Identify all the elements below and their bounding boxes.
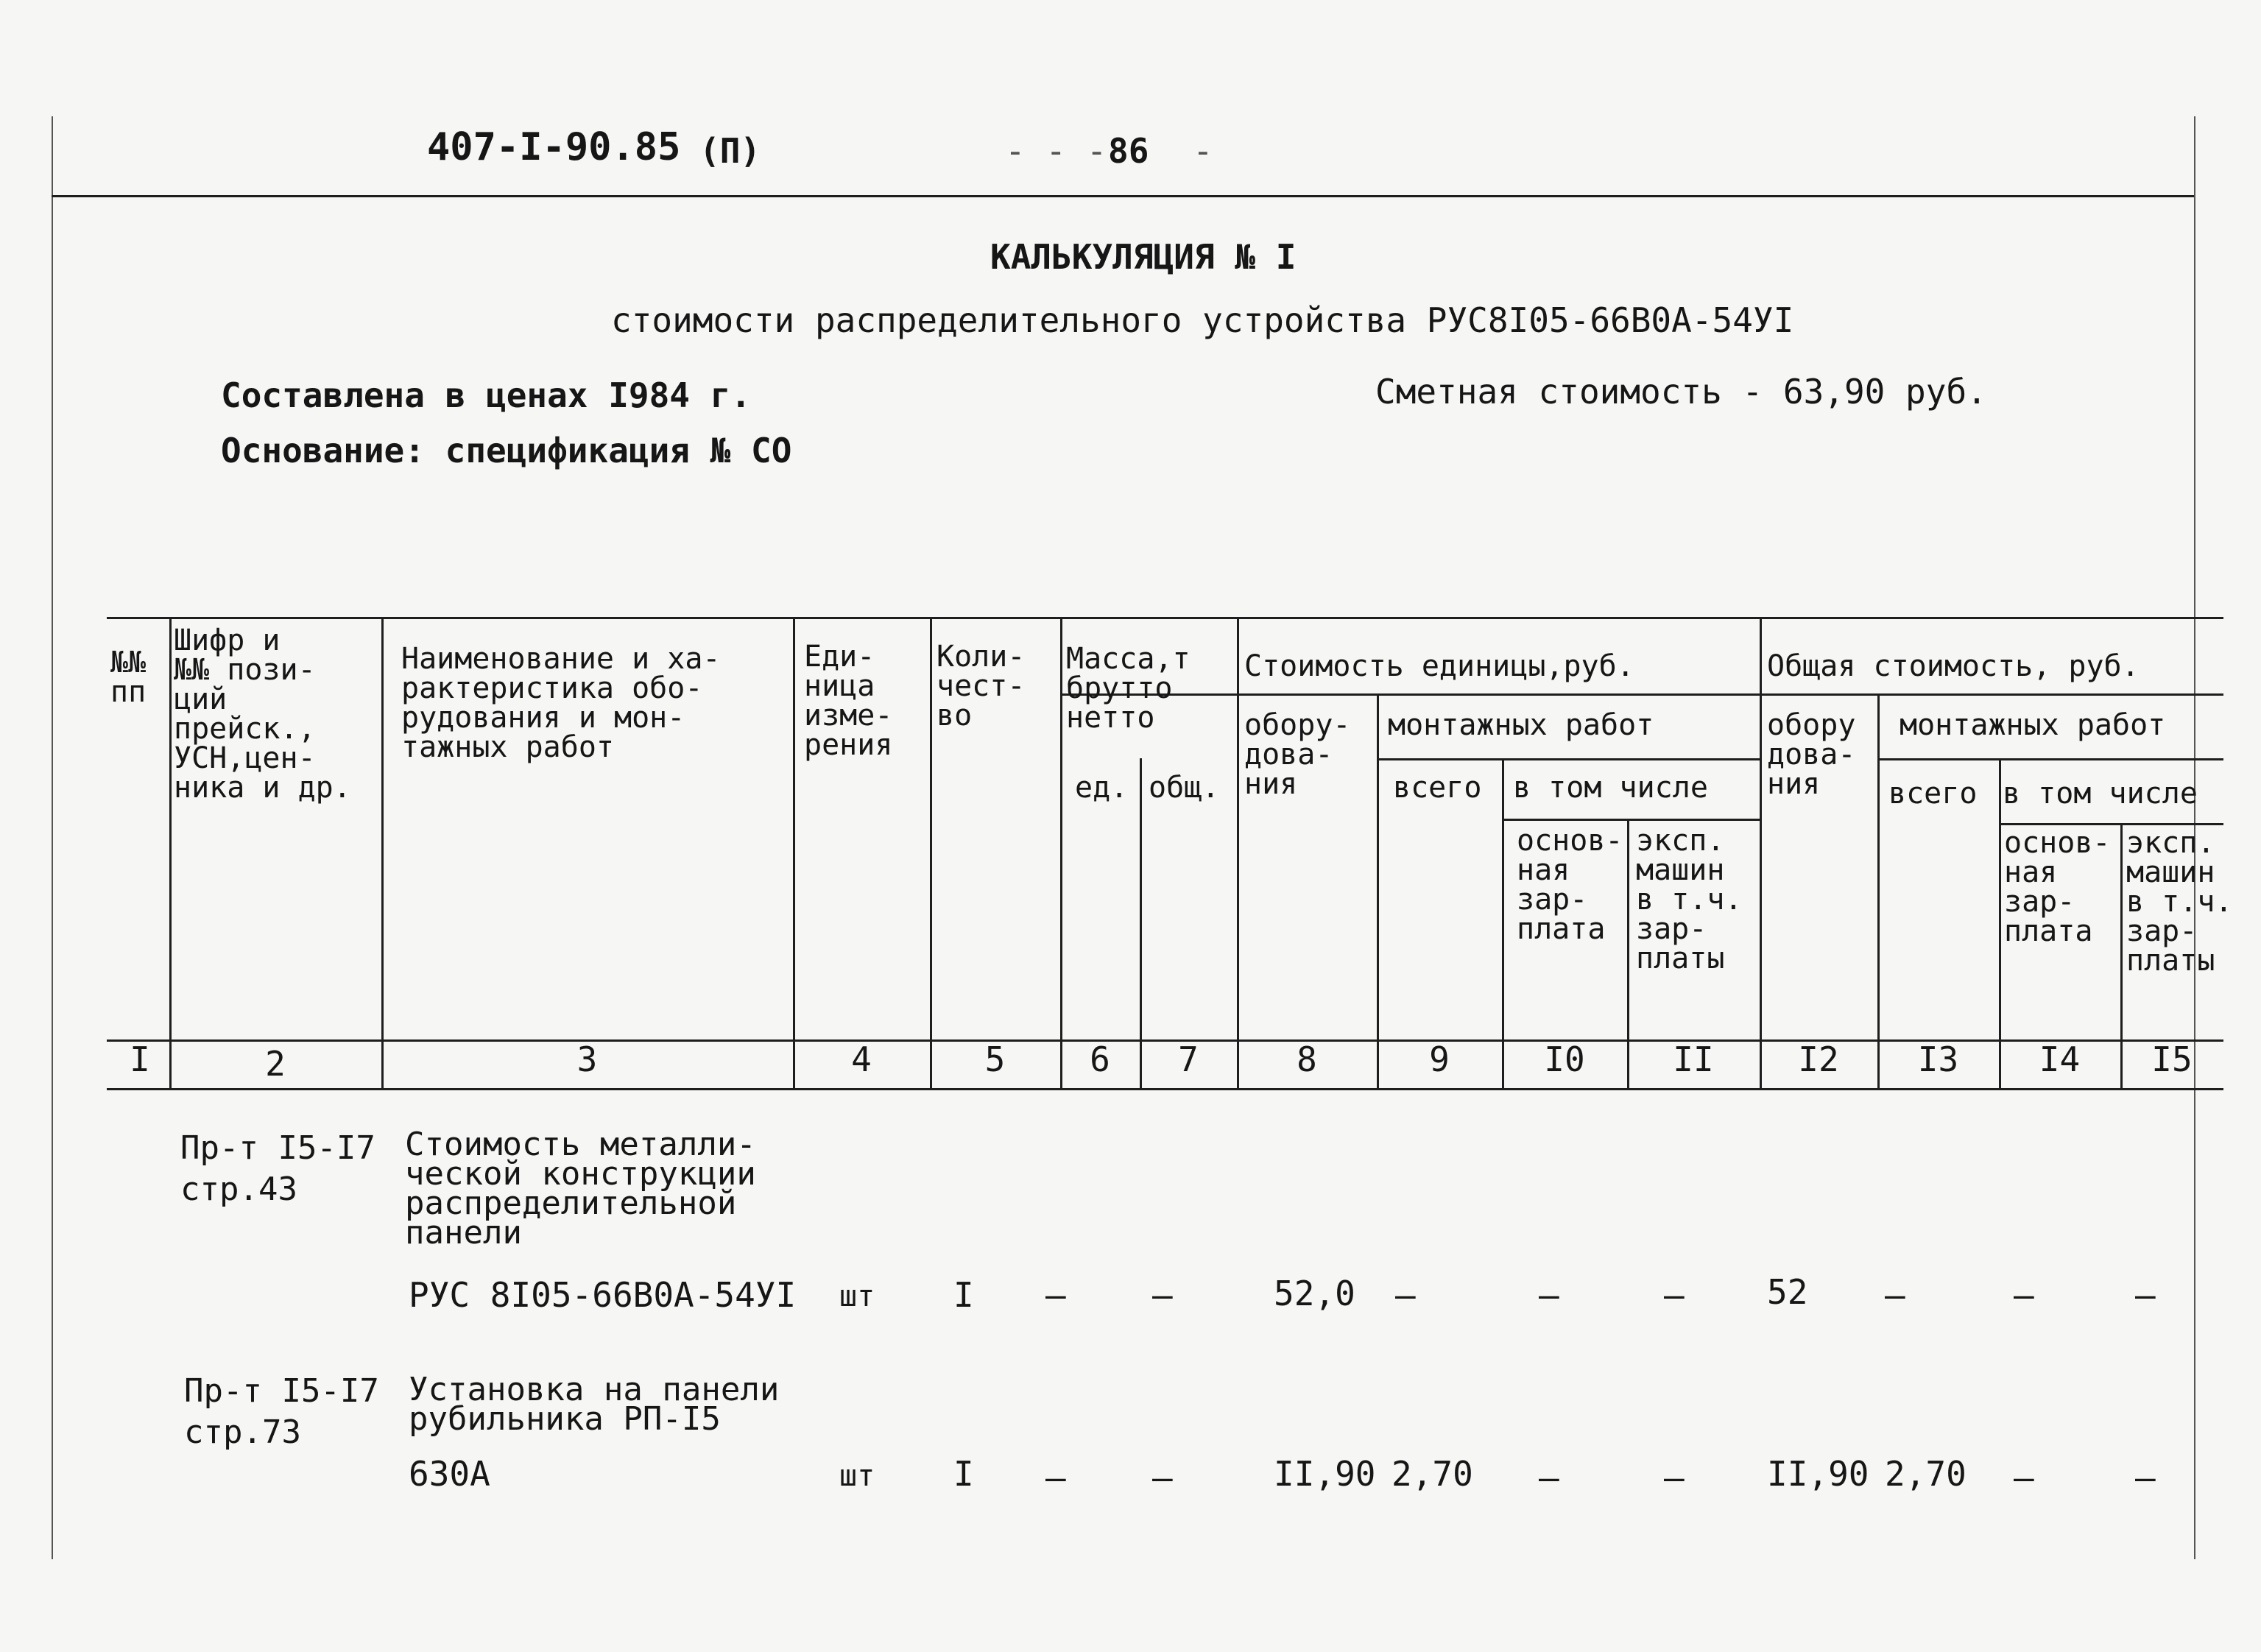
header-col-8: обору- дова- ния [1244,708,1351,801]
row2-total-base-salary: – [2014,1458,2034,1497]
estimated-cost: Сметная стоимость - 63,90 руб. [1375,372,1987,412]
row2-unit-equipment: II,90 [1274,1454,1376,1494]
row2-qty: I [953,1454,974,1494]
document-suffix: (П) [699,131,761,171]
header-rule [52,195,2194,197]
page-number: 86 [1108,131,1149,171]
column-number: I [130,1039,150,1079]
row2-unit-base-salary: – [1539,1458,1559,1497]
col-divider [169,617,172,1088]
header-col-6: ед. [1075,771,1129,805]
total-incl-sub-rule [1999,823,2223,825]
header-col-13: всего [1888,777,1978,811]
unit-incl-sub-rule [1502,819,1760,821]
header-total-cost-group: Общая стоимость, руб. [1767,649,2140,683]
header-unit-incl: в том числе [1513,771,1708,805]
row2-unit-machines: – [1664,1458,1685,1497]
calc-subtitle: стоимости распределительного устройства РУС8I05-66В0А-54УI [611,300,1794,340]
column-number: 9 [1429,1039,1450,1079]
header-unit-cost-group: Стоимость единицы,руб. [1244,649,1634,683]
header-col-12: обору дова- ния [1767,708,1856,801]
col-divider [381,617,384,1088]
header-unit-mount-group: монтажных работ [1388,708,1654,742]
unit-mount-sub-rule [1377,758,1760,760]
row1-name: Стоимость металли- ческой конструкции распределительной панели [405,1126,756,1252]
column-number: II [1673,1039,1714,1079]
column-number: I4 [2039,1039,2081,1079]
header-col-3: Наименование и ха- рактеристика обо- рудования и мон- тажных работ [401,642,721,764]
col-divider [1140,758,1142,1088]
col-divider [1237,617,1239,1088]
row2-name: Установка на панели рубильника РП-I5 [409,1371,780,1438]
header-col-10: основ- ная зар- плата [1517,824,1623,946]
header-total-incl: в том числе [2003,777,2198,811]
row2-unit: шт [839,1459,875,1493]
column-number: I3 [1917,1039,1959,1079]
col-divider [1377,693,1379,1088]
column-number: 5 [984,1039,1006,1079]
dash-left: - - - [1005,131,1107,171]
calc-title: КАЛЬКУЛЯЦИЯ № I [990,237,1297,277]
row1-mass-total: – [1152,1275,1173,1315]
column-number: I5 [2151,1039,2193,1079]
document-code: 407-I-90.85 [427,125,681,169]
column-number: 6 [1090,1039,1110,1079]
header-mass-group: Масса,т брутто нетто [1066,642,1191,735]
column-number: 7 [1178,1039,1199,1079]
row1-total-base-salary: – [2014,1275,2034,1315]
row1-total-equipment: 52 [1767,1272,1808,1312]
row1-code: Пр-т I5-I7 стр.43 [180,1129,375,1208]
table-top-rule [107,617,2223,619]
header-col-15: эксп. машин в т.ч. зар- платы [2126,826,2233,978]
col-divider [1502,758,1504,1088]
col-divider [1999,758,2001,1088]
header-col-5: Коли- чест- во [937,640,1026,733]
unit-cost-sub-rule [1237,693,1760,696]
col-divider [1877,693,1880,1088]
header-col-1: №№ пп [110,646,147,709]
basis-line: Основание: спецификация № СО [221,431,792,470]
row2-total-equipment: II,90 [1767,1454,1869,1494]
row1-unit-mount-total: – [1395,1275,1416,1315]
col-divider [930,617,932,1088]
row2-total-mount-total: 2,70 [1885,1454,1967,1494]
row1-mass-unit: – [1045,1275,1066,1315]
row2-mass-unit: – [1045,1458,1066,1497]
row1-total-machines: – [2135,1275,2156,1315]
col-divider [793,617,795,1088]
column-number: 8 [1297,1039,1317,1079]
row1-qty: I [953,1275,974,1315]
column-number: 2 [265,1044,286,1084]
row2-code: Пр-т I5-I7 стр.73 [184,1372,379,1451]
row1-unit-base-salary: – [1539,1275,1559,1315]
total-cost-sub-rule [1760,693,2223,696]
column-number: I0 [1544,1039,1585,1079]
row1-unit-equipment: 52,0 [1274,1274,1355,1313]
row2-total-machines: – [2135,1458,2156,1497]
prices-year: Составлена в ценах I984 г. [221,375,752,415]
col-divider [1760,617,1762,1088]
row2-unit-mount-total: 2,70 [1391,1454,1473,1494]
dash-right: - [1193,131,1213,171]
column-number-rule [107,1088,2223,1090]
column-number: 4 [851,1039,872,1079]
header-col-4: Еди- ница изме- рения [804,640,893,762]
header-col-7: общ. [1149,771,1220,805]
row1-unit-machines: – [1664,1275,1685,1315]
header-col-14: основ- ная зар- плата [2004,826,2111,948]
row2-mass-total: – [1152,1458,1173,1497]
header-total-mount-group: монтажных работ [1900,708,2166,742]
col-divider [1060,617,1062,1088]
row2-name-last: 630А [409,1454,490,1494]
column-number: 3 [576,1039,598,1079]
row1-total-mount-total: – [1885,1275,1905,1315]
header-col-11: эксп. машин в т.ч. зар- платы [1636,824,1743,975]
header-col-9: всего [1393,771,1482,805]
column-number: I2 [1798,1039,1839,1079]
row1-unit: шт [839,1279,875,1313]
row1-name-last: РУС 8I05-66В0А-54УI [409,1275,797,1315]
header-col-2: Шифр и №№ пози- ций прейск., УСН,цен- ника и др. [174,624,351,805]
total-mount-sub-rule [1877,758,2223,760]
